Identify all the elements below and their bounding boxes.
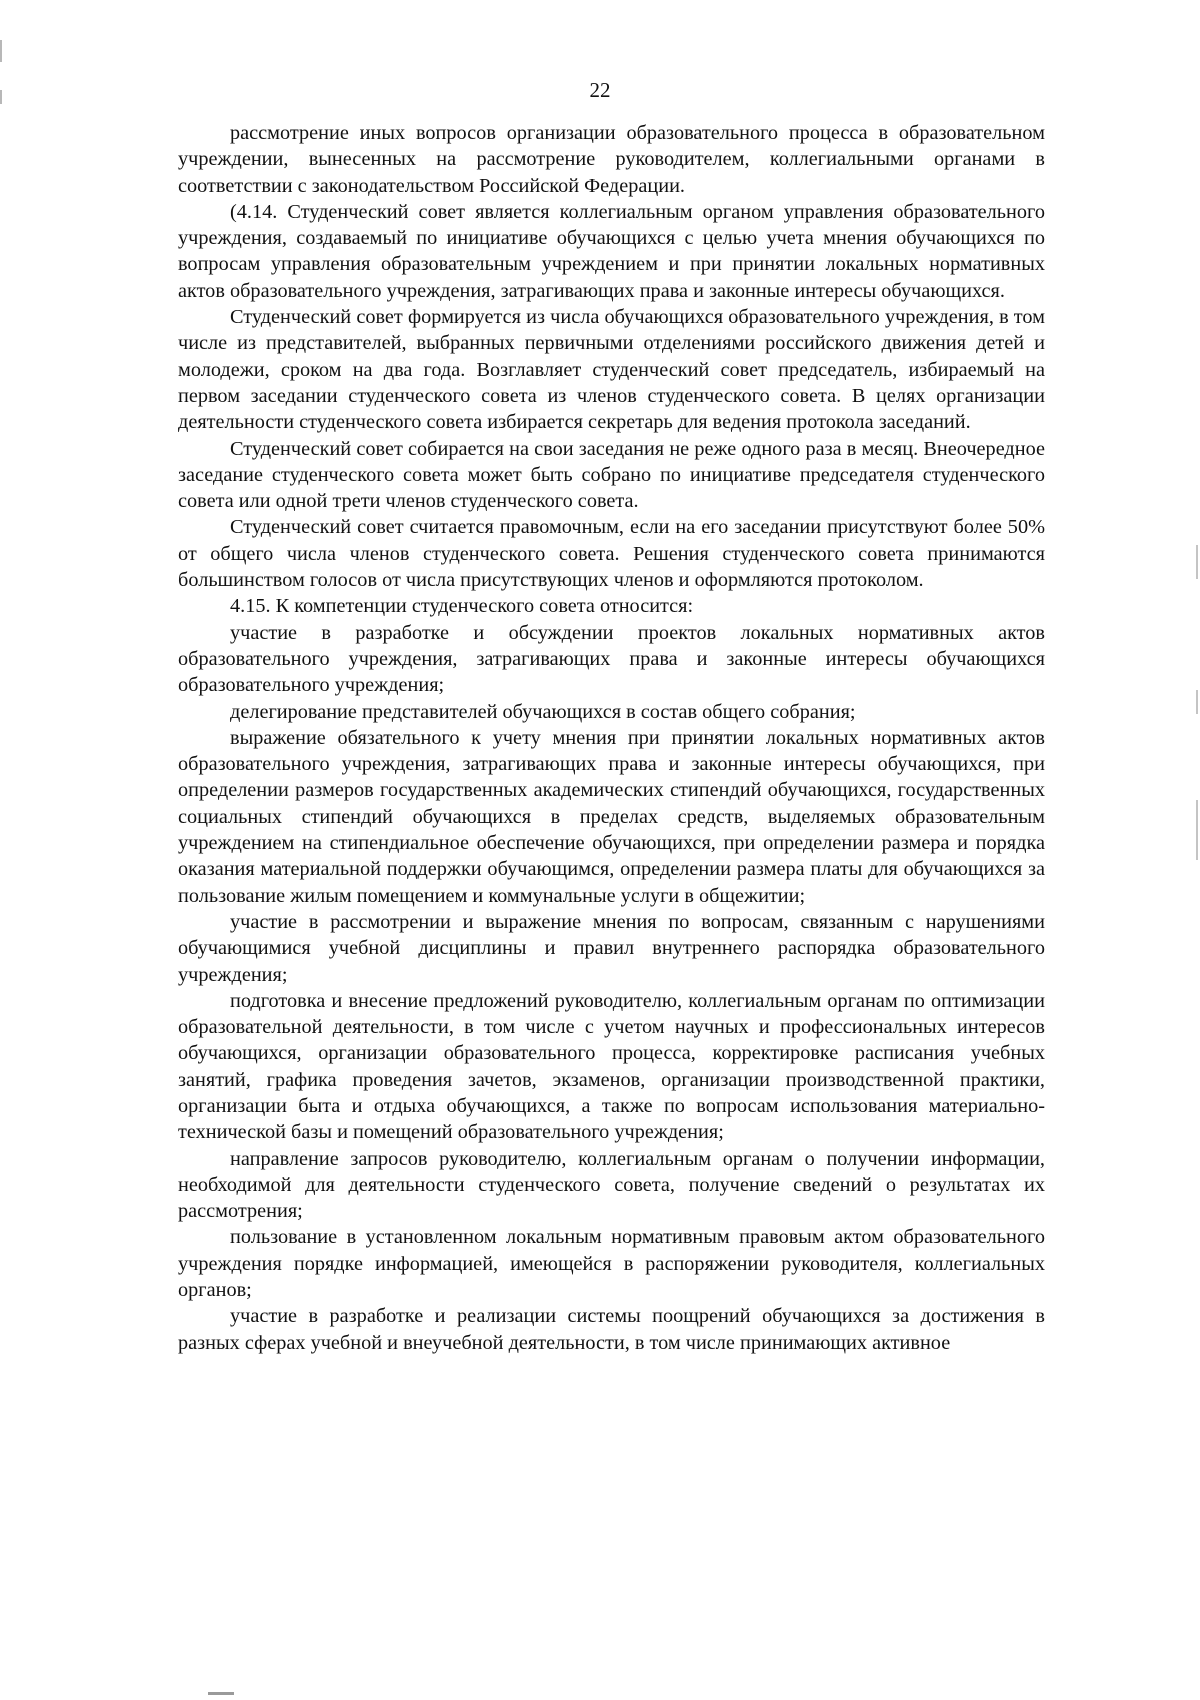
list-item: участие в разработке и обсуждении проектов локальных нормативных актов образовательного учреждения, затрагивающих права и законные интересы обучающихся образовательного учреждения; xyxy=(178,621,1045,697)
scan-edge-mark xyxy=(1196,545,1198,579)
document-body xyxy=(178,120,1045,1356)
list-item: подготовка и внесение предложений руководителю, коллегиальным органам по оптимизации образовательной деятельности, в том числе с учетом научных и профессиональных интересов обучающихся, организации образовательного процесса, корректировке расписания учебных занятий, графика проведения зачетов, экзаменов, организации производственной практики, организации быта и отдыха обучающихся, а также по вопросам использования материально-технической базы и помещений образовательного учреждения; xyxy=(178,989,1045,1144)
paragraph: рассмотрение иных вопросов организации образовательного процесса в образовательном учреждении, вынесенных на рассмотрение руководителем, коллегиальными органами в соответствии с законодательством Российской Федерации. xyxy=(178,122,1045,197)
scan-smudge xyxy=(208,1692,234,1695)
list-item: направление запросов руководителю, коллегиальным органам о получении информации, необходимой для деятельности студенческого совета, получение сведений о результатах их рассмотрения; xyxy=(178,1147,1045,1223)
paragraph: Студенческий совет формируется из числа обучающихся образовательного учреждения, в том числе из представителей, выбранных первичными отделениями российского движения детей и молодежи, сроком на два года. Возглавляет студенческий совет председатель, избираемый на первом заседании студенческого совета из членов студенческого совета. В целях организации деятельности студенческого совета избирается секретарь для ведения протокола заседаний. xyxy=(178,306,1045,434)
section-heading: 4.15. К компетенции студенческого совета относится: xyxy=(230,595,694,618)
paragraph: (4.14. Студенческий совет является коллегиальным органом управления образовательного учреждения, создаваемый по инициативе обучающихся с целью учета мнения обучающихся по вопросам управления образовательным учреждением и при принятии локальных нормативных актов образовательного учреждения, затрагивающих права и законные интересы обучающихся. xyxy=(178,200,1045,302)
page-number: 22 xyxy=(589,78,611,102)
scan-edge-mark xyxy=(0,40,2,62)
list-item: участие в рассмотрении и выражение мнения по вопросам, связанным с нарушениями обучающимися учебной дисциплины и правил внутреннего распорядка образовательного учреждения; xyxy=(178,910,1045,986)
list-item: делегирование представителей обучающихся в состав общего собрания; xyxy=(230,700,856,723)
list-item: участие в разработке и реализации системы поощрений обучающихся за достижения в разных сферах учебной и внеучебной деятельности, в том числе принимающих активное xyxy=(178,1305,1045,1354)
paragraph: Студенческий совет собирается на свои заседания не реже одного раза в месяц. Внеочередное заседание студенческого совета может быть собрано по инициативе председателя студенческого совета или одной трети членов студенческого совета. xyxy=(178,437,1045,513)
scan-edge-mark xyxy=(1196,690,1198,714)
list-item: выражение обязательного к учету мнения при принятии локальных нормативных актов образовательного учреждения, затрагивающих права и законные интересы обучающихся, при определении размеров государственных академических стипендий обучающихся, государственных социальных стипендий обучающихся в пределах средств, выделяемых образовательным учреждением на стипендиальное обеспечение обучающихся, при определении размера и порядка оказания материальной поддержки обучающимся, определении размера платы для обучающихся за пользование жилым помещением и коммунальные услуги в общежитии; xyxy=(178,726,1045,907)
scan-edge-mark xyxy=(1196,800,1198,860)
paragraph: Студенческий совет считается правомочным, если на его заседании присутствуют более 50% от общего числа членов студенческого совета. Решения студенческого совета принимаются большинством голосов от числа присутствующих членов и оформляются протоколом. xyxy=(178,516,1045,592)
list-item: пользование в установленном локальным нормативным правовым актом образовательного учреждения порядке информацией, имеющейся в распоряжении руководителя, коллегиальных органов; xyxy=(178,1226,1045,1302)
